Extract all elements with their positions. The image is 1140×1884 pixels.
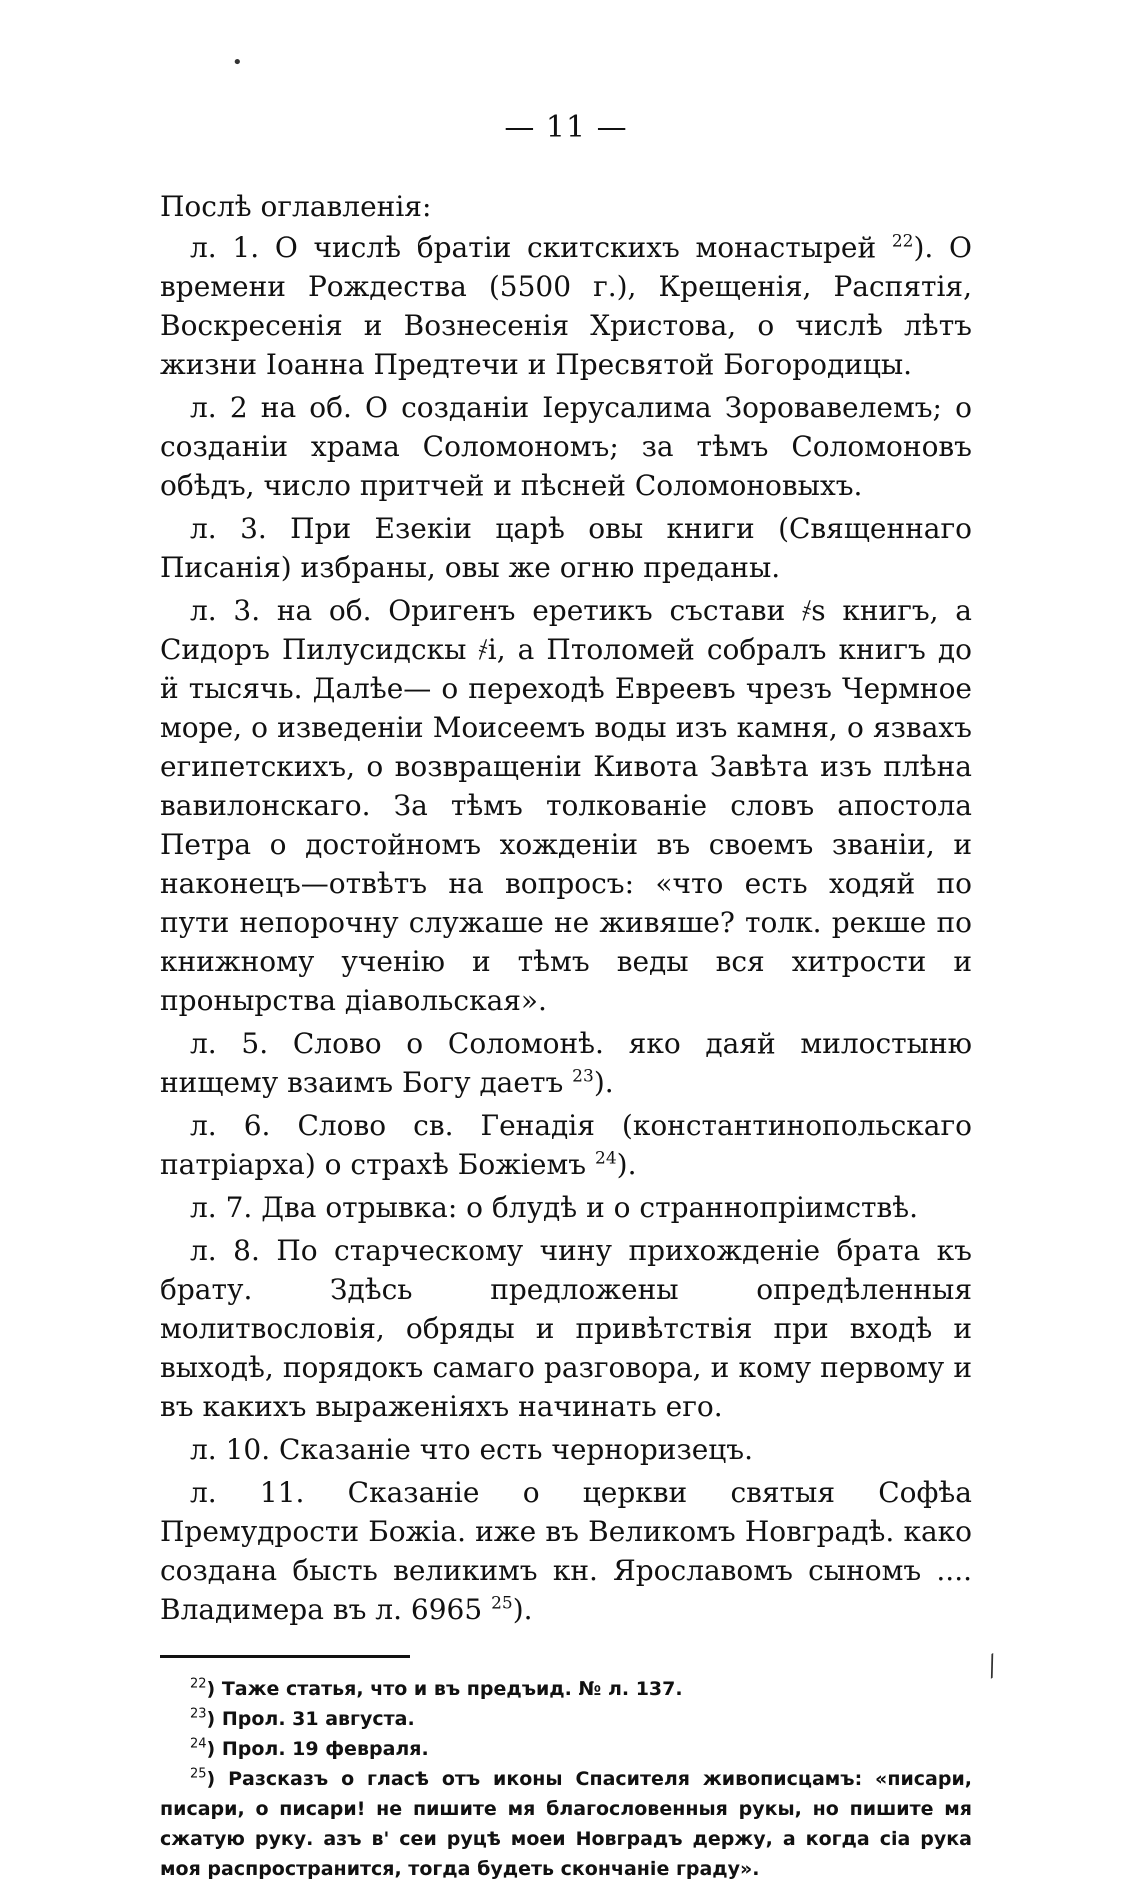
entry-text-after: ). — [512, 1593, 533, 1626]
entry-text: л. 10. Сказаніе что есть черноризецъ. — [190, 1433, 754, 1466]
entry-leaf-3-verso — [160, 591, 972, 1020]
footnote-ref: 23 — [572, 1066, 594, 1087]
entry-text: л. 1. О числѣ братіи скитскихъ монастырей — [190, 231, 877, 264]
entries-list — [160, 228, 972, 1629]
entry-leaf-2-verso — [160, 388, 972, 505]
entry-text: л. 8. По старческому чину прихожденіе брата къ брату. Здѣсь предложены опредѣленныя молитвословія, обряды и привѣтствія при входѣ и выходѣ, порядокъ самаго разговора, и кому первому и въ какихъ выраженіяхъ начинать его. — [160, 1234, 972, 1423]
entry-leaf-10 — [160, 1430, 972, 1469]
page-number: — 11 — — [504, 110, 628, 145]
entry-text: л. 3. на об. Оригенъ еретикъ състави ҂ѕ книгъ, а Сидоръ Пилусидскы ҂і, а Птоломей собралъ книгъ до ӥ тысячь. Далѣе— о переходѣ Евреевъ чрезъ Чермное море, о изведеніи Моисеемъ воды изъ камня, о язвахъ египетскихъ, о возвращеніи Кивота Завѣта изъ плѣна вавилонскаго. За тѣмъ толкованіе словъ апостола Петра о достойномъ хожденіи въ своемъ званіи, и наконецъ—отвѣтъ на вопросъ: «что есть ходяй по пути непорочну служаше не живяше? толк. рекше по книжному ученію и тѣмъ веды вся хитрости и пронырства діавольская». — [160, 594, 972, 1017]
entry-text-after: ). — [593, 1066, 614, 1099]
entry-leaf-3 — [160, 509, 972, 587]
entry-text-after: ). — [616, 1148, 637, 1181]
footnote-divider — [160, 1655, 410, 1658]
entry-text-after: ). О времени Рождества (5500 г.), Крещенія, Распятія, Воскресенія и Вознесенія Христова, о числѣ лѣтъ жизни Іоанна Предтечи и Пресвятой Богородицы. — [160, 231, 972, 381]
entry-text: л. 2 на об. О созданіи Іерусалима Зоровавелемъ; о созданіи храма Соломономъ; за тѣмъ Соломоновъ обѣдъ, число притчей и пѣсней Соломоновыхъ. — [160, 391, 972, 502]
entry-leaf-6 — [160, 1106, 972, 1184]
footnote-ref: 25 — [491, 1593, 513, 1614]
footnote-number: 25 — [190, 1766, 207, 1782]
footnote-text: ) Разсказъ о гласѣ отъ иконы Спасителя живописцамъ: «писари, писари, о писари! не пишите мя благословенныя рукы, но пишите мя сжатую руку. азъ в' сеи руцѣ моеи Новградъ держу, а когда сіа рука моя распространится, тогда будеть скончаніе граду». — [160, 1768, 972, 1880]
footnote-number: 24 — [190, 1736, 207, 1752]
footnote-25 — [160, 1764, 972, 1884]
entry-leaf-7 — [160, 1188, 972, 1227]
entry-text: л. 6. Слово св. Генадія (константинопольскаго патріарха) о страхѣ Божіемъ — [160, 1109, 972, 1181]
entry-leaf-5 — [160, 1024, 972, 1102]
footnote-text: ) Таже статья, что и въ предъид. № л. 137. — [206, 1678, 683, 1700]
footnote-number: 23 — [190, 1706, 207, 1722]
entry-text: л. 3. При Езекіи царѣ овы книги (Священнаго Писанія) избраны, овы же огню преданы. — [160, 512, 972, 584]
entry-text: л. 11. Сказаніе о церкви святыя Софѣа Премудрости Божіа. иже въ Великомъ Новградѣ. како создана бысть великимъ кн. Ярославомъ сыномъ .... Владимера въ л. 6965 — [160, 1476, 972, 1626]
entry-text: л. 5. Слово о Соломонѣ. яко даяй милостыню нищему взаимъ Богу даетъ — [160, 1027, 972, 1099]
ink-speck: • — [232, 52, 243, 73]
entry-text: л. 7. Два отрывка: о блудѣ и о страннопріимствѣ. — [190, 1191, 919, 1224]
entry-leaf-1 — [160, 228, 972, 384]
footnote-22 — [160, 1674, 972, 1704]
document-page — [160, 110, 972, 1884]
footnote-24 — [160, 1734, 972, 1764]
footnote-text: ) Прол. 19 февраля. — [206, 1738, 429, 1760]
entry-leaf-8 — [160, 1231, 972, 1426]
entry-leaf-11 — [160, 1473, 972, 1629]
section-intro: Послѣ оглавленія: — [160, 190, 432, 223]
footnote-23 — [160, 1704, 972, 1734]
footnote-number: 22 — [190, 1676, 207, 1692]
footnotes-section — [160, 1674, 972, 1884]
footnote-text: ) Прол. 31 августа. — [206, 1708, 415, 1730]
footnote-ref: 24 — [595, 1148, 617, 1169]
pencil-mark: ⁄ — [982, 1651, 1003, 1682]
footnote-ref: 22 — [891, 231, 914, 252]
